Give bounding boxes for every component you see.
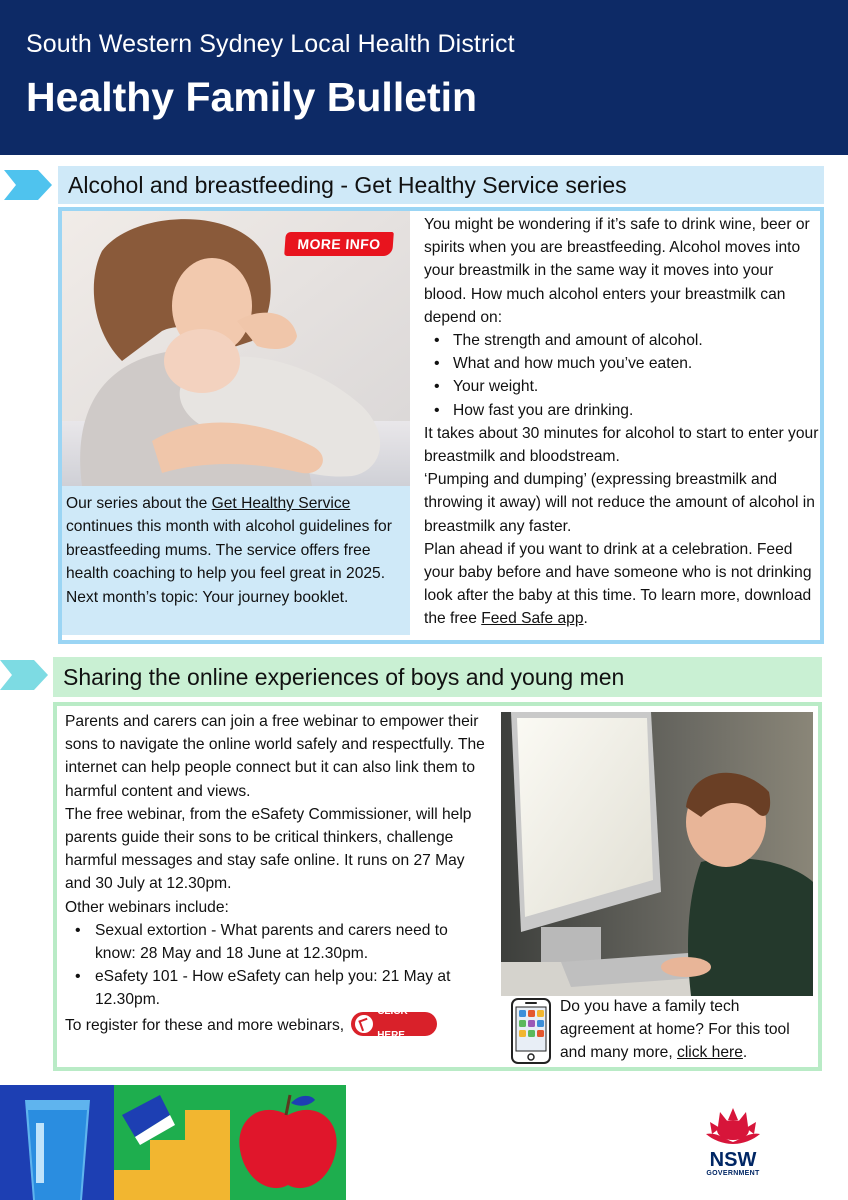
tech-text-end: . xyxy=(742,1044,748,1062)
section2-para3: Other webinars include: xyxy=(65,898,229,916)
bulletin-title: Healthy Family Bulletin xyxy=(26,74,478,120)
nsw-government-logo xyxy=(698,1104,768,1176)
more-info-button[interactable]: MORE INFO xyxy=(284,232,394,256)
district-name: South Western Sydney Local Health District xyxy=(26,30,515,58)
tech-text-pre: Do you have a family tech agreement at home? For this tool and many more, xyxy=(560,998,790,1062)
section2-body xyxy=(65,710,490,1041)
register-text: To register for these and more webinars, xyxy=(65,1016,345,1034)
tech-agreement-text xyxy=(560,995,815,1065)
section2-para1: Parents and carers can join a free webinar to empower their sons to navigate the online world safely and respectfully. The internet can help people connect but it can also link them to harmful content and views. xyxy=(65,713,485,800)
government-label: GOVERNMENT xyxy=(706,1170,760,1177)
section2-heading: Sharing the online experiences of boys and young men xyxy=(53,657,822,697)
section1-caption xyxy=(62,486,410,635)
click-here-button[interactable] xyxy=(351,1006,437,1041)
section2-para2: The free webinar, from the eSafety Commissioner, will help parents guide their sons to be critical thinkers, challenge harmful messages and stay safe online. It runs on 27 May and 30 July at 12.30pm. xyxy=(65,805,472,893)
list-item: • Your weight. xyxy=(424,375,820,398)
section1-bullet-list xyxy=(424,329,820,422)
section2-bullet-list xyxy=(65,919,490,1012)
section1-heading: Alcohol and breastfeeding - Get Healthy Service series xyxy=(58,166,824,204)
section1-body xyxy=(424,213,820,631)
click-here-label: CLICK HERE xyxy=(377,1006,408,1041)
list-item: • How fast you are drinking. xyxy=(424,399,820,422)
boy-computer-photo xyxy=(501,712,813,996)
section1-intro: You might be wondering if it’s safe to drink wine, beer or spirits when you are breastfeeding. Alcohol moves into your breastmilk in the same way it moves into your blood. How much alcohol enters your breastmilk can depend on: xyxy=(424,216,810,326)
para4-text: Plan ahead if you want to drink at a celebration. Feed your baby before and have someone who is not drinking look after the baby at this time. To learn more, download the free xyxy=(424,540,812,628)
list-item: • The strength and amount of alcohol. xyxy=(424,329,820,352)
para4-end: . xyxy=(583,610,588,628)
list-item: • eSafety 101 - How eSafety can help you: 21 May at 12.30pm. xyxy=(65,965,490,1011)
header-banner xyxy=(0,0,848,155)
cursor-click-icon xyxy=(355,1015,373,1033)
feed-safe-app-link[interactable]: Feed Safe app xyxy=(481,610,584,628)
section1-para3: ‘Pumping and dumping’ (expressing breastmilk and throwing it away) will not reduce the amount of alcohol in breastmilk any faster. xyxy=(424,471,815,535)
section1-para2: It takes about 30 minutes for alcohol to start to enter your breastmilk and bloodstream. xyxy=(424,424,819,466)
get-healthy-service-link[interactable]: Get Healthy Service xyxy=(211,495,351,512)
waratah-flower-icon xyxy=(698,1104,768,1144)
section1-para4 xyxy=(424,538,820,631)
register-line xyxy=(65,1006,490,1041)
chevron-arrow-icon xyxy=(0,660,48,690)
chevron-arrow-icon xyxy=(4,170,52,200)
nsw-label: NSW xyxy=(709,1149,757,1171)
list-item: • Sexual extortion - What parents and carers need to know: 28 May and 18 June at 12.30pm. xyxy=(65,919,490,965)
list-item: • What and how much you’ve eaten. xyxy=(424,352,820,375)
caption-text-pre: Our series about the xyxy=(66,495,212,512)
smartphone-apps-icon xyxy=(511,998,551,1064)
caption-text-post: continues this month with alcohol guidelines for breastfeeding mums. The service offers free health coaching to help you feel great in 2025. Next month’s topic: Your journey booklet. xyxy=(66,518,392,606)
tech-agreement-link[interactable]: click here xyxy=(677,1044,743,1062)
footer-illustration-tiles xyxy=(0,1085,346,1200)
